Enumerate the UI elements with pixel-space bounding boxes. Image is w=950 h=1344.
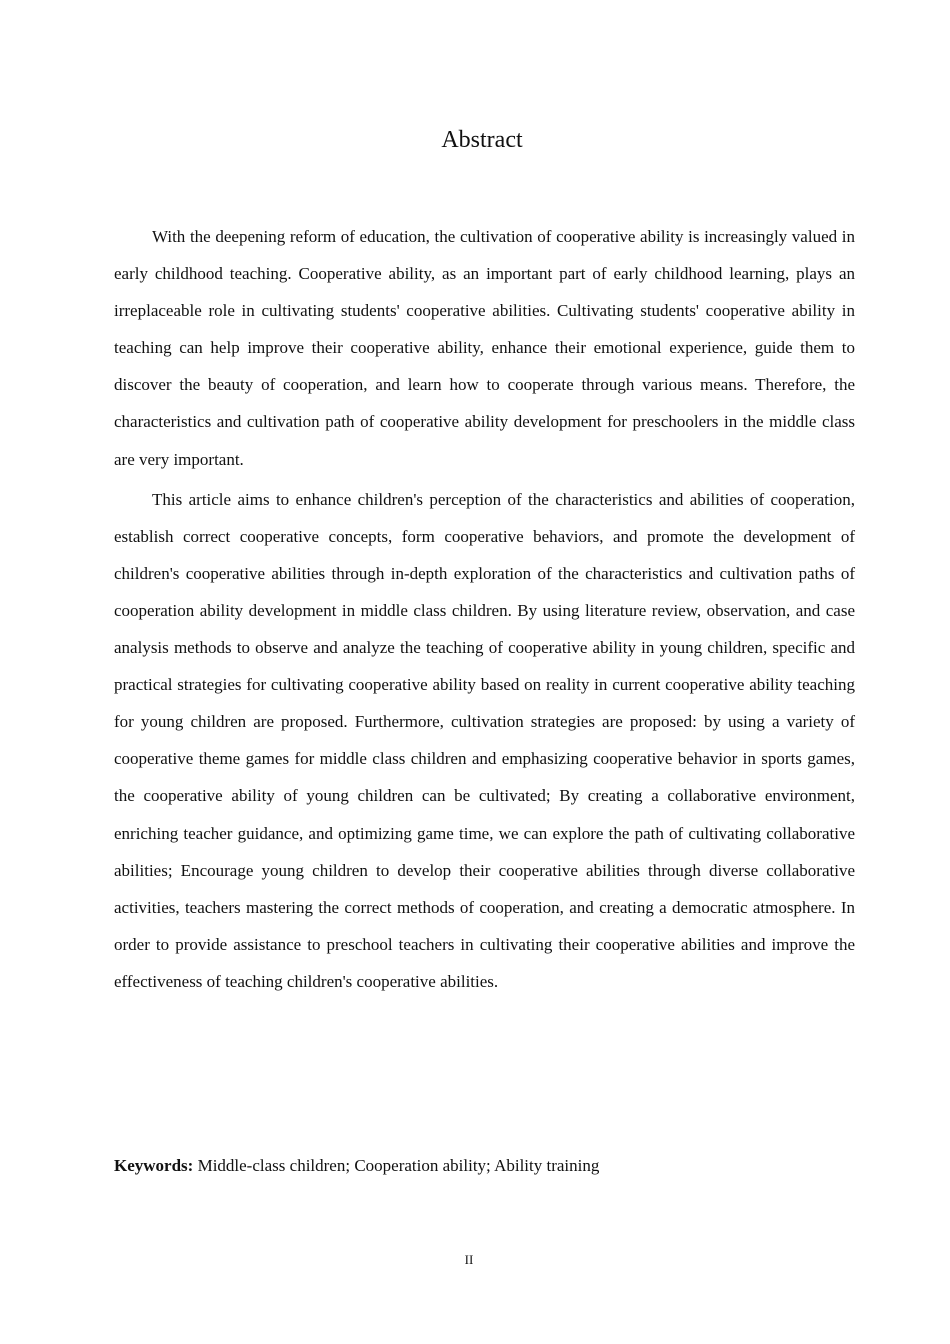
abstract-title: Abstract (441, 127, 523, 153)
keywords-line (114, 1152, 855, 1180)
keywords-label: Keywords: (114, 1156, 194, 1175)
abstract-paragraph-1: With the deepening reform of education, the cultivation of cooperative ability is increasingly valued in early childhood teaching. Cooperative ability, as an important part of early childhood learning, plays an irreplaceable role in cultivating students' cooperative abilities. Cultivating students' cooperative ability in teaching can help improve their cooperative ability, enhance their emotional experience, guide them to discover the beauty of cooperation, and learn how to cooperate through various means. Therefore, the characteristics and cultivation path of cooperative ability development for preschoolers in the middle class are very important. (114, 227, 855, 469)
abstract-body (114, 218, 855, 1003)
page-number: II (464, 1252, 474, 1267)
keywords-text: Middle-class children; Cooperation ability; Ability training (197, 1156, 600, 1175)
abstract-paragraph-2: This article aims to enhance children's perception of the characteristics and abilities of cooperation, establish correct cooperative concepts, form cooperative behaviors, and promote the development of children's cooperative abilities through in-depth exploration of the characteristics and cultivation paths of cooperation ability development in middle class children. By using literature review, observation, and case analysis methods to observe and analyze the teaching of cooperative ability in young children, specific and practical strategies for cultivating cooperative ability based on reality in current cooperative ability teaching for young children are proposed. Furthermore, cultivation strategies are proposed: by using a variety of cooperative theme games for middle class children and emphasizing cooperative behavior in sports games, the cooperative ability of young children can be cultivated; By creating a collaborative environment, enriching teacher guidance, and optimizing game time, we can explore the path of cultivating collaborative abilities; Encourage young children to develop their cooperative abilities through diverse collaborative activities, teachers mastering the correct methods of cooperation, and creating a democratic atmosphere. In order to provide assistance to preschool teachers in cultivating their cooperative abilities and improve the effectiveness of teaching children's cooperative abilities. (114, 489, 855, 991)
